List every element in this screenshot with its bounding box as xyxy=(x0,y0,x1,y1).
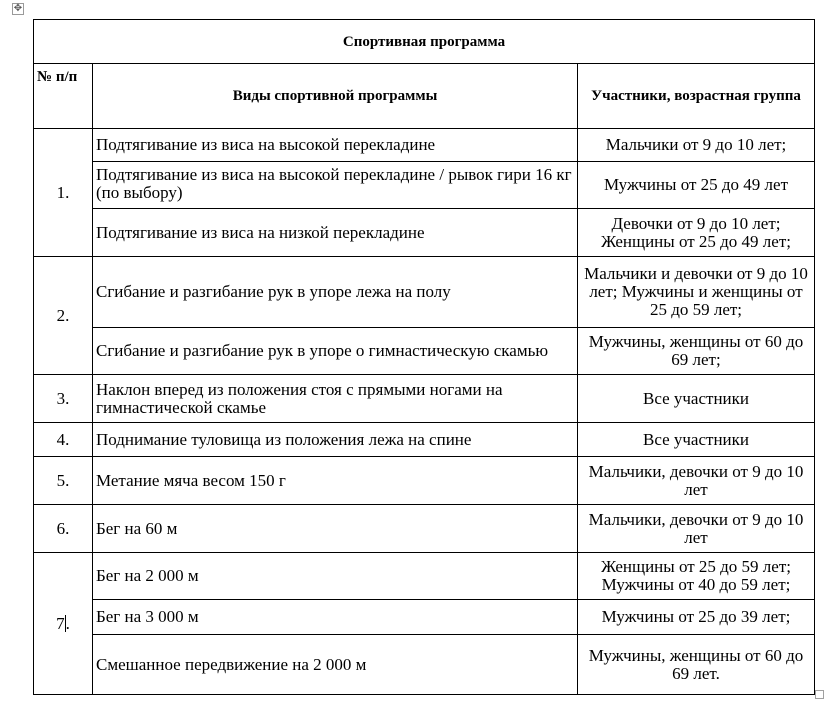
exercise-cell: Поднимание туловища из положения лежа на спине xyxy=(93,423,578,457)
row-number: 2. xyxy=(34,257,93,375)
exercise-cell: Наклон вперед из положения стоя с прямыми ногами на гимнастической скамье xyxy=(93,375,578,423)
table-row xyxy=(34,375,815,423)
participants-cell: Мальчики, девочки от 9 до 10 лет xyxy=(578,457,815,505)
row-number: 6. xyxy=(34,505,93,553)
row-number: 3. xyxy=(34,375,93,423)
participants-cell: Женщины от 25 до 59 лет; Мужчины от 40 до 59 лет; xyxy=(578,553,815,600)
exercise-cell: Сгибание и разгибание рук в упоре о гимнастическую скамью xyxy=(93,328,578,375)
table-title: Спортивная программа xyxy=(34,20,815,64)
table-row xyxy=(34,457,815,505)
table-move-handle-icon[interactable]: ✥ xyxy=(13,3,23,14)
table-row xyxy=(34,505,815,553)
participants-cell: Мужчины от 25 до 39 лет; xyxy=(578,600,815,635)
exercise-cell: Подтягивание из виса на высокой перекладине / рывок гири 16 кг (по выбору) xyxy=(93,162,578,209)
exercise-cell: Смешанное передвижение на 2 000 м xyxy=(93,635,578,695)
table-header-row xyxy=(34,64,815,129)
table-title-row xyxy=(34,20,815,64)
exercise-cell: Сгибание и разгибание рук в упоре лежа на полу xyxy=(93,257,578,328)
table-row xyxy=(34,209,815,257)
table-row xyxy=(34,328,815,375)
table-row xyxy=(34,553,815,600)
table-row xyxy=(34,129,815,162)
table-row xyxy=(34,600,815,635)
participants-cell: Мужчины, женщины от 60 до 69 лет. xyxy=(578,635,815,695)
participants-cell: Все участники xyxy=(578,375,815,423)
header-participants: Участники, возрастная группа xyxy=(578,64,815,129)
exercise-cell: Бег на 3 000 м xyxy=(93,600,578,635)
row-number: 5. xyxy=(34,457,93,505)
participants-cell: Мальчики от 9 до 10 лет; xyxy=(578,129,815,162)
participants-cell: Мужчины от 25 до 49 лет xyxy=(578,162,815,209)
table-row xyxy=(34,423,815,457)
header-number: № п/п xyxy=(34,64,93,129)
exercise-cell: Метание мяча весом 150 г xyxy=(93,457,578,505)
participants-cell: Мальчики, девочки от 9 до 10 лет xyxy=(578,505,815,553)
exercise-cell: Бег на 2 000 м xyxy=(93,553,578,600)
table-row xyxy=(34,635,815,695)
exercise-cell: Подтягивание из виса на низкой перекладине xyxy=(93,209,578,257)
row-number: 4. xyxy=(34,423,93,457)
exercise-cell: Подтягивание из виса на высокой перекладине xyxy=(93,129,578,162)
table-row xyxy=(34,257,815,328)
exercise-cell: Бег на 60 м xyxy=(93,505,578,553)
participants-cell: Мужчины, женщины от 60 до 69 лет; xyxy=(578,328,815,375)
row-number: 1. xyxy=(34,129,93,257)
row-number-dot: . xyxy=(65,613,70,633)
table-row xyxy=(34,162,815,209)
header-types: Виды спортивной программы xyxy=(93,64,578,129)
sports-program-table xyxy=(33,19,815,695)
row-number-digit: 7 xyxy=(56,613,65,633)
participants-cell: Мальчики и девочки от 9 до 10 лет; Мужчины и женщины от 25 до 59 лет; xyxy=(578,257,815,328)
participants-cell: Все участники xyxy=(578,423,815,457)
row-number xyxy=(34,553,93,695)
participants-cell: Девочки от 9 до 10 лет; Женщины от 25 до 49 лет; xyxy=(578,209,815,257)
table-resize-handle-icon[interactable] xyxy=(815,690,824,699)
